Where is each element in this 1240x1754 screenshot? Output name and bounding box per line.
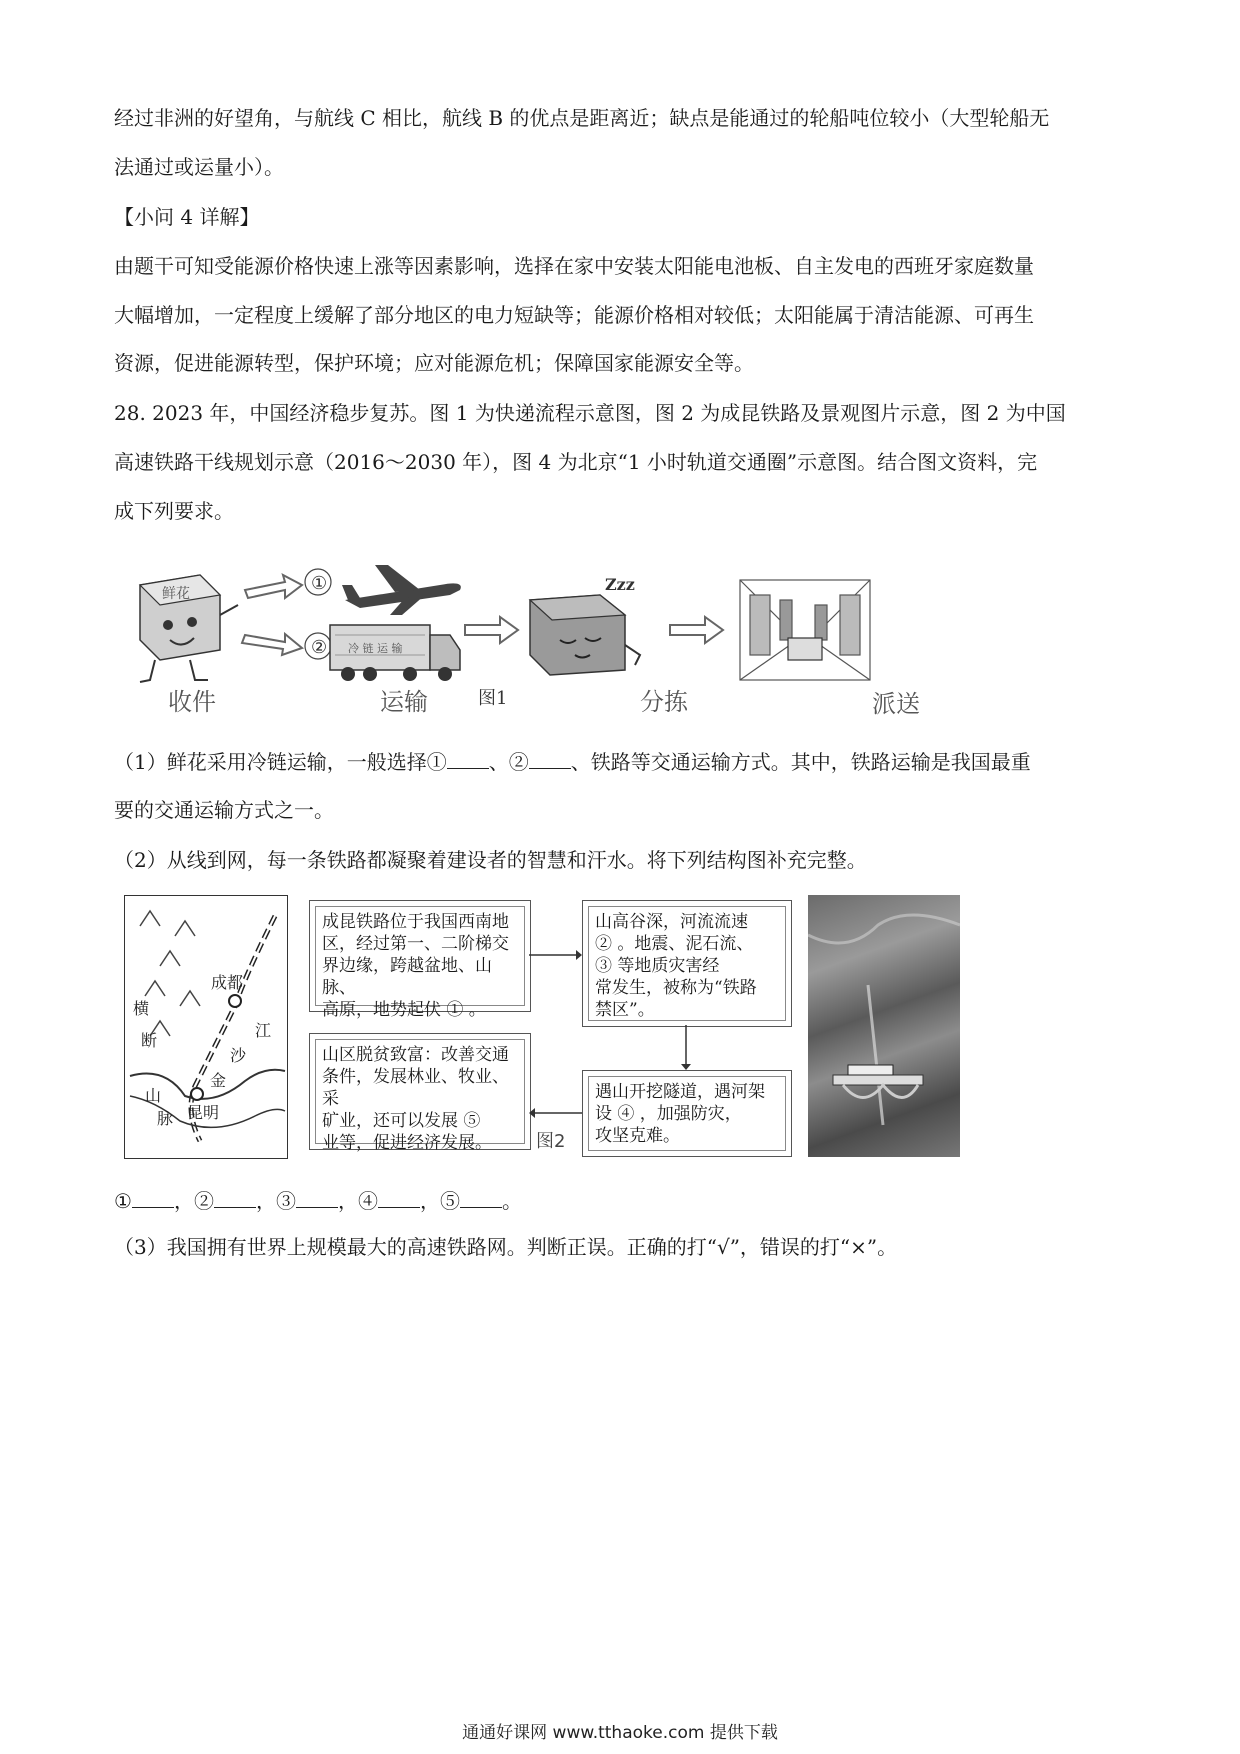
paragraph-line: 法通过或运量小）。 bbox=[114, 155, 284, 179]
figure-2-caption: 图2 bbox=[536, 1131, 566, 1152]
railway-bridge-photo bbox=[808, 895, 960, 1157]
answer-marker: ③ bbox=[275, 1189, 296, 1213]
answer-blank[interactable] bbox=[296, 1185, 338, 1208]
map-label: 江 bbox=[255, 1021, 272, 1040]
paragraph-line: 资源，促进能源转型，保护环境；应对能源危机；保障国家能源安全等。 bbox=[114, 351, 754, 375]
separator: ， bbox=[255, 1189, 276, 1213]
separator: ， bbox=[419, 1189, 440, 1213]
svg-text:Zzz: Zzz bbox=[605, 575, 635, 594]
map-label: 横 bbox=[133, 999, 150, 1018]
city-delivery-icon bbox=[740, 580, 870, 680]
box-label: 鲜花 bbox=[162, 586, 190, 602]
sleeping-box-icon bbox=[530, 575, 640, 675]
answer-marker: ① bbox=[114, 1189, 132, 1213]
figure-1-caption: 图1 bbox=[478, 688, 508, 709]
paragraph-line: 大幅增加，一定程度上缓解了部分地区的电力短缺等；能源价格相对较低；太阳能属于清洁能源、可再生 bbox=[114, 303, 1034, 327]
question-1-line bbox=[114, 746, 1031, 777]
answer-marker: ② bbox=[193, 1189, 214, 1213]
map-label: 金 bbox=[210, 1071, 227, 1090]
separator: ， bbox=[337, 1189, 358, 1213]
stage-deliver: 派送 bbox=[872, 690, 920, 718]
question-28-line: 成下列要求。 bbox=[114, 499, 234, 523]
map-label-chengdu: 成都 bbox=[211, 973, 244, 992]
figure-1-express-flow bbox=[120, 560, 980, 720]
paragraph-line: 由题干可知受能源价格快速上涨等因素影响，选择在家中安装太阳能电池板、自主发电的西班牙家庭数量 bbox=[114, 254, 1034, 278]
figure-2-chengkun-railway bbox=[124, 895, 964, 1160]
arrow-icon bbox=[465, 617, 518, 643]
structure-box-text: 遇山开挖隧道，遇河架 设 ④ ，加强防灾， 攻坚克难。 bbox=[588, 1076, 786, 1151]
question-1-text-a: （1）鲜花采用冷链运输，一般选择① bbox=[114, 750, 447, 774]
answer-blank[interactable] bbox=[378, 1185, 420, 1208]
structure-box-text: 成昆铁路位于我国西南地 区，经过第一、二阶梯交 界边缘，跨越盆地、山脉、 高原，地势起伏 ① 。 bbox=[315, 906, 525, 1006]
section-heading: 【小问 4 详解】 bbox=[114, 205, 260, 229]
figure-1-drawing bbox=[120, 560, 980, 720]
map-label: 断 bbox=[141, 1031, 158, 1050]
paragraph-line: 经过非洲的好望角，与航线 C 相比，航线 B 的优点是距离近；缺点是能通过的轮船吨位较小（大型轮船无 bbox=[114, 106, 1050, 130]
separator: ， bbox=[173, 1189, 194, 1213]
map-label: 山 bbox=[145, 1086, 162, 1105]
answer-blank[interactable] bbox=[460, 1185, 502, 1208]
truck-text: 冷 链 运 输 bbox=[348, 642, 403, 655]
structure-box-text: 山区脱贫致富：改善交通 条件，发展林业、牧业、采 矿业，还可以发展 ⑤ 业等，促进经济发展。 bbox=[315, 1039, 525, 1144]
answer-line bbox=[114, 1185, 522, 1216]
question-2-text: （2）从线到网，每一条铁路都凝聚着建设者的智慧和汗水。将下列结构图补充完整。 bbox=[114, 848, 867, 872]
question-3-text: （3）我国拥有世界上规模最大的高速铁路网。判断正误。正确的打“√”，错误的打“×”。 bbox=[114, 1235, 898, 1259]
map-label: 沙 bbox=[230, 1046, 247, 1065]
question-28-line: 高速铁路干线规划示意（2016～2030 年），图 4 为北京“1 小时轨道交通圈”示意图。结合图文资料，完 bbox=[114, 450, 1038, 474]
structure-box-text: 山高谷深，河流流速 ② 。地震、泥石流、 ③ 等地质灾害经 常发生，被称为“铁路 禁区”。 bbox=[588, 906, 786, 1021]
question-1-text-b: 、② bbox=[488, 750, 529, 774]
answer-blank[interactable] bbox=[132, 1185, 174, 1208]
stage-sort: 分拣 bbox=[640, 688, 688, 716]
question-1-text-c: 、铁路等交通运输方式。其中，铁路运输是我国最重 bbox=[570, 750, 1031, 774]
question-1-line: 要的交通运输方式之一。 bbox=[114, 798, 334, 822]
stage-receive: 收件 bbox=[168, 688, 216, 716]
question-28-line: 28. 2023 年，中国经济稳步复苏。图 1 为快递流程示意图，图 2 为成昆铁路及景观图片示意，图 2 为中国 bbox=[114, 401, 1066, 425]
map-label-kunming: 昆明 bbox=[187, 1103, 220, 1122]
answer-marker: ⑤ bbox=[439, 1189, 460, 1213]
option-2-marker: ② bbox=[311, 637, 328, 658]
arrow-icon bbox=[242, 575, 302, 655]
map-label: 脉 bbox=[157, 1109, 174, 1128]
option-1-marker: ① bbox=[311, 573, 328, 594]
answer-marker: ④ bbox=[357, 1189, 378, 1213]
answer-blank-1[interactable] bbox=[447, 746, 489, 769]
page-footer: 通通好课网 www.tthaoke.com 提供下载 bbox=[462, 1723, 778, 1743]
airplane-icon bbox=[342, 565, 461, 615]
arrow-icon bbox=[670, 617, 723, 643]
answer-blank-2[interactable] bbox=[529, 746, 571, 769]
separator: 。 bbox=[501, 1189, 522, 1213]
answer-blank[interactable] bbox=[214, 1185, 256, 1208]
stage-transport: 运输 bbox=[380, 688, 428, 716]
